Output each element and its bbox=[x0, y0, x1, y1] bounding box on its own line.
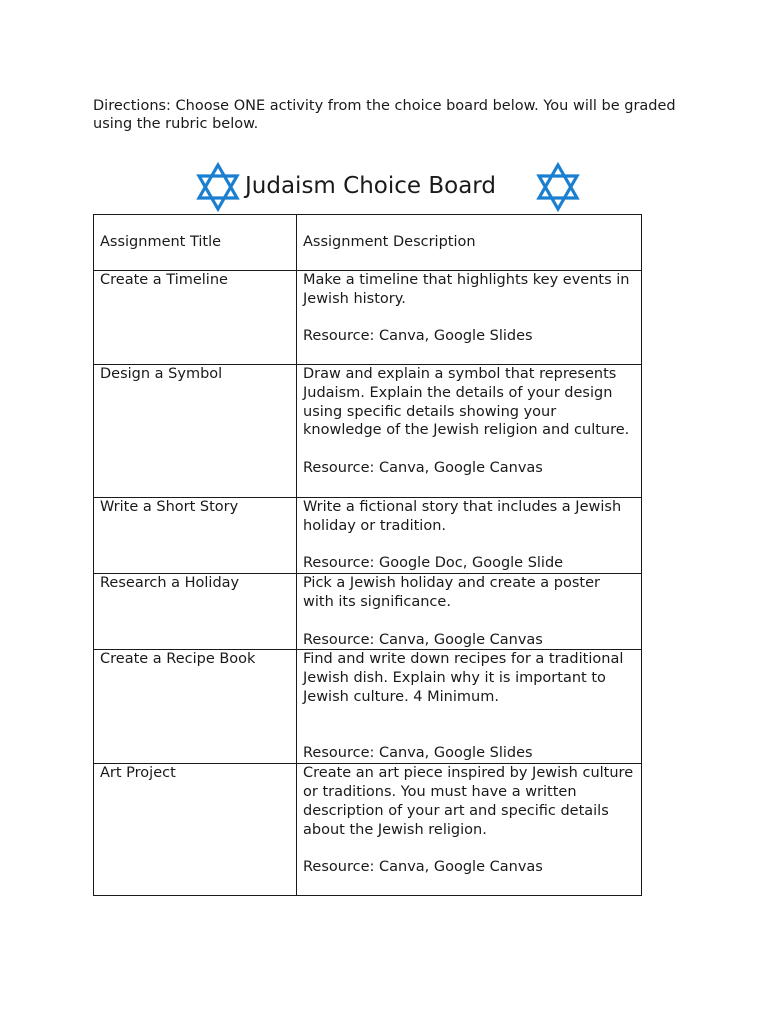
assignment-title: Write a Short Story bbox=[94, 498, 297, 574]
table-row bbox=[94, 764, 642, 896]
assignment-description: Make a timeline that highlights key events in Jewish history. bbox=[303, 272, 630, 307]
assignment-description: Draw and explain a symbol that represents Judaism. Explain the details of your design using specific details showing your knowledge of the Jewish religion and culture. bbox=[303, 366, 630, 439]
assignment-description: Pick a Jewish holiday and create a poster with its significance. bbox=[303, 575, 600, 610]
header-assignment-title: Assignment Title bbox=[94, 215, 297, 271]
table-row bbox=[94, 365, 642, 498]
table-row bbox=[94, 271, 642, 365]
header-assignment-description: Assignment Description bbox=[297, 215, 642, 271]
assignment-resource: Resource: Canva, Google Canvas bbox=[303, 631, 543, 648]
assignment-description-cell bbox=[297, 574, 642, 650]
assignment-description: Write a fictional story that includes a Jewish holiday or tradition. bbox=[303, 499, 622, 534]
page-title: Judaism Choice Board bbox=[245, 173, 496, 199]
assignment-resource: Resource: Canva, Google Slides bbox=[303, 328, 533, 345]
table-row bbox=[94, 498, 642, 574]
assignment-title: Art Project bbox=[94, 764, 297, 896]
table-row bbox=[94, 650, 642, 764]
directions-text: Directions: Choose ONE activity from the choice board below. You will be graded using the rubric below. bbox=[93, 98, 676, 132]
star-of-david-icon bbox=[195, 162, 241, 212]
assignment-resource: Resource: Google Doc, Google Slide bbox=[303, 555, 564, 572]
assignment-description-cell bbox=[297, 764, 642, 896]
assignment-resource: Resource: Canva, Google Slides bbox=[303, 745, 533, 762]
assignment-description: Create an art piece inspired by Jewish culture or traditions. You must have a written description of your art and specific details about the Jewish religion. bbox=[303, 765, 634, 838]
assignment-description-cell bbox=[297, 271, 642, 365]
assignment-description-cell bbox=[297, 365, 642, 498]
assignment-title: Create a Recipe Book bbox=[94, 650, 297, 764]
assignment-title: Design a Symbol bbox=[94, 365, 297, 498]
assignment-resource: Resource: Canva, Google Canvas bbox=[303, 859, 543, 876]
choice-board-table bbox=[93, 214, 642, 896]
assignment-title: Research a Holiday bbox=[94, 574, 297, 650]
assignment-description-cell bbox=[297, 498, 642, 574]
star-of-david-icon bbox=[535, 162, 581, 212]
assignment-resource: Resource: Canva, Google Canvas bbox=[303, 459, 543, 476]
assignment-description: Find and write down recipes for a traditional Jewish dish. Explain why it is important to Jewish culture. 4 Minimum. bbox=[303, 651, 624, 705]
table-header-row bbox=[94, 215, 642, 271]
assignment-title: Create a Timeline bbox=[94, 271, 297, 365]
table-row bbox=[94, 574, 642, 650]
assignment-description-cell bbox=[297, 650, 642, 764]
title-row bbox=[0, 162, 768, 212]
